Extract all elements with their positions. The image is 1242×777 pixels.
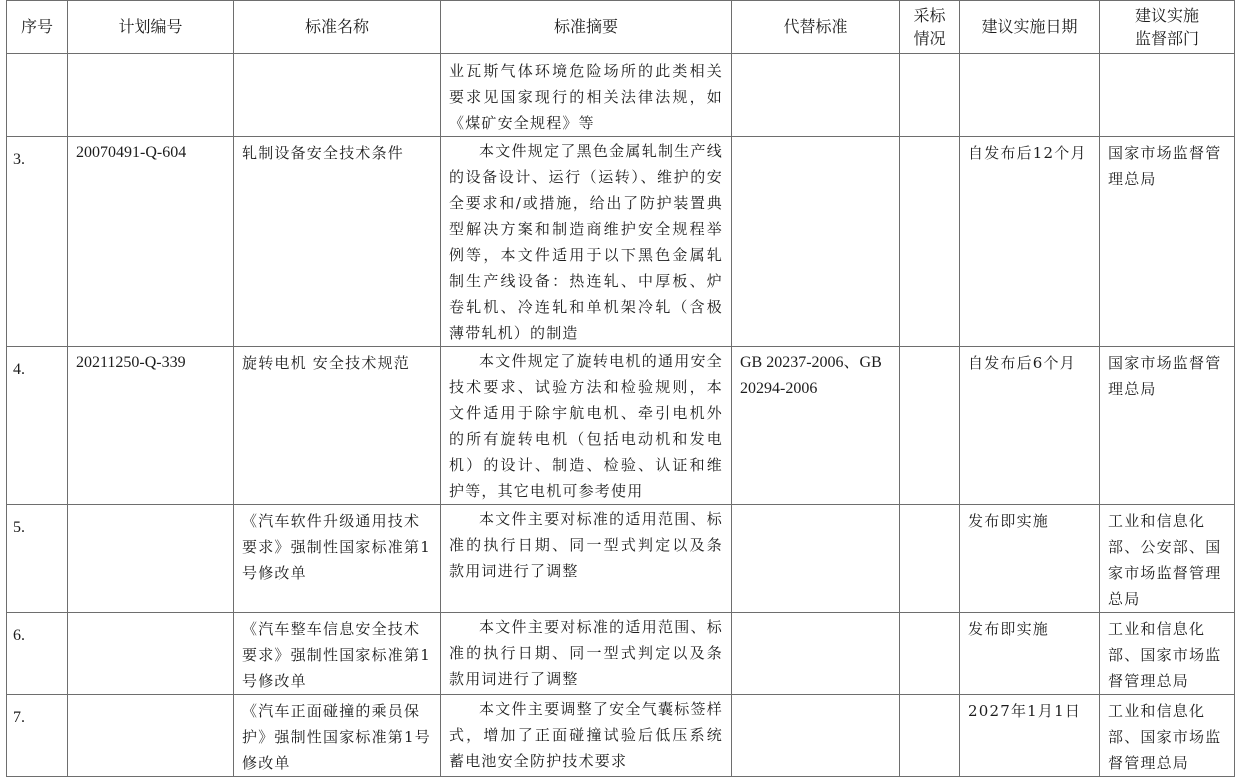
cell-name xyxy=(234,54,441,137)
cell-plan-no: 20070491-Q-604 xyxy=(68,137,234,347)
cell-date xyxy=(960,54,1100,137)
cell-abstract: 本文件主要对标准的适用范围、标准的执行日期、同一型式判定以及条款用词进行了调整 xyxy=(441,613,732,695)
header-dept-line2: 监督部门 xyxy=(1134,29,1199,48)
header-abstract: 标准摘要 xyxy=(441,1,732,54)
table-row xyxy=(7,695,1235,777)
cell-name: 轧制设备安全技术条件 xyxy=(234,137,441,347)
cell-abstract: 本文件主要调整了安全气囊标签样式，增加了正面碰撞试验后低压系统蓄电池安全防护技术要求 xyxy=(441,695,732,777)
cell-replaced xyxy=(732,505,900,613)
table-row xyxy=(7,613,1235,695)
cell-dept xyxy=(1100,54,1235,137)
header-seq: 序号 xyxy=(7,1,68,54)
header-dept-line1: 建议实施 xyxy=(1134,6,1199,25)
header-row xyxy=(7,1,1235,54)
cell-abstract: 本文件规定了黑色金属轧制生产线的设备设计、运行（运转）、维护的安全要求和/或措施，给出了防护装置典型解决方案和制造商维护安全规程举例等，本文件适用于以下黑色金属轧制生产线设备：热连轧、中厚板、炉卷轧机、冷连轧和单机架冷轧（含极薄带轧机）的制造 xyxy=(441,137,732,347)
cell-seq: 7. xyxy=(7,695,68,777)
cell-plan-no xyxy=(68,505,234,613)
cell-seq: 4. xyxy=(7,347,68,505)
cell-abstract: 本文件主要对标准的适用范围、标准的执行日期、同一型式判定以及条款用词进行了调整 xyxy=(441,505,732,613)
cell-date: 发布即实施 xyxy=(960,613,1100,695)
cell-date: 2027年1月1日 xyxy=(960,695,1100,777)
cell-adopt xyxy=(900,505,960,613)
standards-table xyxy=(6,0,1235,777)
cell-plan-no xyxy=(68,54,234,137)
cell-abstract: 业瓦斯气体环境危险场所的此类相关要求见国家现行的相关法律法规，如《煤矿安全规程》等 xyxy=(441,54,732,137)
cell-adopt xyxy=(900,54,960,137)
table-row xyxy=(7,54,1235,137)
cell-replaced xyxy=(732,137,900,347)
cell-adopt xyxy=(900,613,960,695)
cell-name: 《汽车软件升级通用技术要求》强制性国家标准第1号修改单 xyxy=(234,505,441,613)
header-dept xyxy=(1100,1,1235,54)
table-row xyxy=(7,347,1235,505)
header-plan-no: 计划编号 xyxy=(68,1,234,54)
header-adopt-line2: 情况 xyxy=(913,29,946,48)
cell-replaced xyxy=(732,613,900,695)
cell-plan-no: 20211250-Q-339 xyxy=(68,347,234,505)
cell-name: 《汽车整车信息安全技术要求》强制性国家标准第1号修改单 xyxy=(234,613,441,695)
cell-date: 自发布后6个月 xyxy=(960,347,1100,505)
cell-replaced xyxy=(732,695,900,777)
cell-adopt xyxy=(900,137,960,347)
cell-dept: 国家市场监督管理总局 xyxy=(1100,137,1235,347)
header-name: 标准名称 xyxy=(234,1,441,54)
cell-date: 自发布后12个月 xyxy=(960,137,1100,347)
cell-dept: 工业和信息化部、国家市场监督管理总局 xyxy=(1100,613,1235,695)
cell-replaced xyxy=(732,54,900,137)
cell-plan-no xyxy=(68,613,234,695)
header-replaced: 代替标准 xyxy=(732,1,900,54)
cell-abstract: 本文件规定了旋转电机的通用安全技术要求、试验方法和检验规则，本文件适用于除宇航电机、牵引电机外的所有旋转电机（包括电动机和发电机）的设计、制造、检验、认证和维护等，其它电机可参考使用 xyxy=(441,347,732,505)
cell-dept: 工业和信息化部、公安部、国家市场监督管理总局 xyxy=(1100,505,1235,613)
cell-adopt xyxy=(900,347,960,505)
cell-dept: 国家市场监督管理总局 xyxy=(1100,347,1235,505)
cell-dept: 工业和信息化部、国家市场监督管理总局 xyxy=(1100,695,1235,777)
cell-plan-no xyxy=(68,695,234,777)
cell-adopt xyxy=(900,695,960,777)
cell-seq: 6. xyxy=(7,613,68,695)
header-adopt-line1: 采标 xyxy=(913,6,946,25)
cell-name: 《汽车正面碰撞的乘员保护》强制性国家标准第1号修改单 xyxy=(234,695,441,777)
header-date: 建议实施日期 xyxy=(960,1,1100,54)
cell-seq: 3. xyxy=(7,137,68,347)
cell-seq xyxy=(7,54,68,137)
table-row xyxy=(7,505,1235,613)
cell-date: 发布即实施 xyxy=(960,505,1100,613)
cell-seq: 5. xyxy=(7,505,68,613)
cell-replaced: GB 20237-2006、GB 20294-2006 xyxy=(732,347,900,505)
cell-name: 旋转电机 安全技术规范 xyxy=(234,347,441,505)
header-adopt xyxy=(900,1,960,54)
table-row xyxy=(7,137,1235,347)
